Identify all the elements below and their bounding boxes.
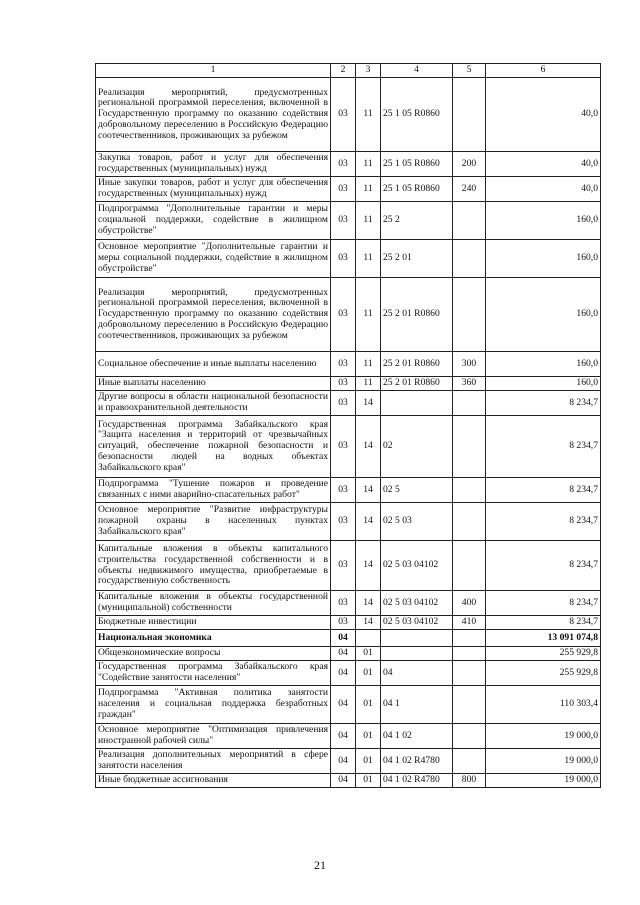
row-amount: 8 234,7 xyxy=(486,478,601,503)
row-expense-type: 300 xyxy=(453,352,486,377)
row-name: Национальная экономика xyxy=(96,630,331,647)
row-subsection: 14 xyxy=(356,478,381,503)
row-name: Другие вопросы в области национальной безопасности и правоохранительной деятельности xyxy=(96,391,331,416)
table-row xyxy=(96,686,601,724)
row-target-article: 25 2 01 R0860 xyxy=(381,278,453,352)
row-expense-type xyxy=(453,478,486,503)
row-name: Основное мероприятие "Дополнительные гарантии и меры социальной поддержки, содействие в жилищном обустройстве" xyxy=(96,240,331,278)
row-subsection: 14 xyxy=(356,591,381,616)
header-col-2: 2 xyxy=(331,64,356,78)
row-expense-type xyxy=(453,541,486,591)
row-section: 03 xyxy=(331,202,356,240)
budget-table xyxy=(95,63,601,788)
row-expense-type xyxy=(453,78,486,152)
header-col-6: 6 xyxy=(486,64,601,78)
row-name: Основное мероприятие "Оптимизация привлечения иностранной рабочей силы" xyxy=(96,724,331,749)
table-row xyxy=(96,152,601,177)
table-row xyxy=(96,749,601,774)
row-expense-type xyxy=(453,749,486,774)
row-subsection: 01 xyxy=(356,686,381,724)
row-target-article: 25 2 01 xyxy=(381,240,453,278)
row-amount: 160,0 xyxy=(486,377,601,391)
row-target-article xyxy=(381,630,453,647)
row-amount: 160,0 xyxy=(486,352,601,377)
row-section: 03 xyxy=(331,503,356,541)
header-row xyxy=(96,64,601,78)
header-col-5: 5 xyxy=(453,64,486,78)
header-col-4: 4 xyxy=(381,64,453,78)
table-row xyxy=(96,647,601,661)
row-section: 03 xyxy=(331,78,356,152)
row-name: Реализация дополнительных мероприятий в сфере занятости населения xyxy=(96,749,331,774)
row-section: 04 xyxy=(331,661,356,686)
table-row xyxy=(96,478,601,503)
row-section: 04 xyxy=(331,686,356,724)
row-amount: 255 929,8 xyxy=(486,647,601,661)
row-expense-type xyxy=(453,240,486,278)
row-expense-type xyxy=(453,278,486,352)
row-expense-type: 200 xyxy=(453,152,486,177)
row-amount: 160,0 xyxy=(486,240,601,278)
row-amount: 160,0 xyxy=(486,278,601,352)
row-section: 03 xyxy=(331,591,356,616)
row-name: Иные закупки товаров, работ и услуг для обеспечения государственных (муниципальных) нужд xyxy=(96,177,331,202)
row-expense-type xyxy=(453,391,486,416)
row-amount: 8 234,7 xyxy=(486,616,601,630)
table-row xyxy=(96,616,601,630)
row-section: 04 xyxy=(331,724,356,749)
row-name: Иные бюджетные ассигнования xyxy=(96,774,331,788)
row-amount: 8 234,7 xyxy=(486,541,601,591)
row-expense-type: 410 xyxy=(453,616,486,630)
header-col-3: 3 xyxy=(356,64,381,78)
row-amount: 40,0 xyxy=(486,177,601,202)
row-subsection: 01 xyxy=(356,647,381,661)
table-row xyxy=(96,724,601,749)
row-target-article: 02 5 03 04102 xyxy=(381,541,453,591)
row-subsection: 14 xyxy=(356,503,381,541)
row-subsection xyxy=(356,630,381,647)
row-name: Социальное обеспечение и иные выплаты населению xyxy=(96,352,331,377)
row-section: 03 xyxy=(331,478,356,503)
row-name: Подпрограмма "Тушение пожаров и проведение связанных с ними аварийно-спасательных работ" xyxy=(96,478,331,503)
row-name: Реализация мероприятий, предусмотренных региональной программой переселения, включенной в Государственную программу по оказанию содействия добровольному переселению в Российскую Федерацию соотечественников, проживающих за рубежом xyxy=(96,78,331,152)
row-amount: 19 000,0 xyxy=(486,774,601,788)
row-amount: 13 091 074,8 xyxy=(486,630,601,647)
row-amount: 110 303,4 xyxy=(486,686,601,724)
row-target-article xyxy=(381,647,453,661)
row-subsection: 11 xyxy=(356,152,381,177)
row-expense-type: 360 xyxy=(453,377,486,391)
page-number: 21 xyxy=(314,858,326,872)
row-subsection: 11 xyxy=(356,352,381,377)
row-amount: 8 234,7 xyxy=(486,416,601,478)
table-row xyxy=(96,661,601,686)
row-section: 04 xyxy=(331,774,356,788)
row-subsection: 14 xyxy=(356,391,381,416)
row-subsection: 11 xyxy=(356,177,381,202)
row-subsection: 01 xyxy=(356,724,381,749)
table-row xyxy=(96,503,601,541)
row-section: 03 xyxy=(331,352,356,377)
row-expense-type xyxy=(453,503,486,541)
table-row xyxy=(96,416,601,478)
row-amount: 8 234,7 xyxy=(486,503,601,541)
row-expense-type xyxy=(453,630,486,647)
row-amount: 255 929,8 xyxy=(486,661,601,686)
row-section: 03 xyxy=(331,152,356,177)
table-row xyxy=(96,177,601,202)
table-row xyxy=(96,541,601,591)
row-target-article: 25 2 01 R0860 xyxy=(381,377,453,391)
row-expense-type xyxy=(453,416,486,478)
row-name: Основное мероприятие "Развитие инфраструктуры пожарной охраны в населенных пунктах Забайкальского края" xyxy=(96,503,331,541)
row-section: 03 xyxy=(331,177,356,202)
row-target-article: 02 5 03 04102 xyxy=(381,591,453,616)
row-subsection: 01 xyxy=(356,749,381,774)
row-amount: 8 234,7 xyxy=(486,591,601,616)
header-col-1: 1 xyxy=(96,64,331,78)
row-target-article: 25 2 xyxy=(381,202,453,240)
row-expense-type xyxy=(453,686,486,724)
row-amount: 19 000,0 xyxy=(486,724,601,749)
row-subsection: 14 xyxy=(356,616,381,630)
row-name: Капитальные вложения в объекты государственной (муниципальной) собственности xyxy=(96,591,331,616)
row-section: 03 xyxy=(331,377,356,391)
row-target-article: 02 5 xyxy=(381,478,453,503)
row-amount: 160,0 xyxy=(486,202,601,240)
row-subsection: 11 xyxy=(356,202,381,240)
row-section: 04 xyxy=(331,749,356,774)
row-subsection: 14 xyxy=(356,541,381,591)
row-section: 03 xyxy=(331,391,356,416)
row-name: Закупка товаров, работ и услуг для обеспечения государственных (муниципальных) нужд xyxy=(96,152,331,177)
row-section: 03 xyxy=(331,240,356,278)
row-section: 04 xyxy=(331,630,356,647)
row-target-article: 04 1 xyxy=(381,686,453,724)
row-target-article: 25 1 05 R0860 xyxy=(381,177,453,202)
row-amount: 40,0 xyxy=(486,78,601,152)
row-name: Реализация мероприятий, предусмотренных региональной программой переселения, включенной в Государственную программу по оказанию содействия добровольному переселению в Российскую Федерацию соотечественников, проживающих за рубежом xyxy=(96,278,331,352)
row-expense-type: 400 xyxy=(453,591,486,616)
row-name: Общеэкономические вопросы xyxy=(96,647,331,661)
row-subsection: 11 xyxy=(356,78,381,152)
row-amount: 8 234,7 xyxy=(486,391,601,416)
row-name: Подпрограмма "Активная политика занятости населения и социальная поддержка безработных граждан" xyxy=(96,686,331,724)
row-name: Государственная программа Забайкальского края "Защита населения и территорий от чрезвычайных ситуаций, обеспечение пожарной безопасности и безопасности людей на водных объектах Забайкальского края" xyxy=(96,416,331,478)
row-target-article: 25 2 01 R0860 xyxy=(381,352,453,377)
table-row xyxy=(96,202,601,240)
table-row xyxy=(96,78,601,152)
row-section: 03 xyxy=(331,541,356,591)
row-section: 04 xyxy=(331,647,356,661)
table-row xyxy=(96,591,601,616)
row-expense-type xyxy=(453,647,486,661)
row-expense-type xyxy=(453,202,486,240)
table-row xyxy=(96,774,601,788)
row-name: Иные выплаты населению xyxy=(96,377,331,391)
row-target-article: 04 1 02 R4780 xyxy=(381,774,453,788)
row-subsection: 01 xyxy=(356,661,381,686)
row-name: Государственная программа Забайкальского края "Содействие занятости населения" xyxy=(96,661,331,686)
row-section: 03 xyxy=(331,416,356,478)
table-row xyxy=(96,352,601,377)
row-subsection: 14 xyxy=(356,416,381,478)
table-row xyxy=(96,240,601,278)
row-expense-type xyxy=(453,724,486,749)
row-target-article: 04 xyxy=(381,661,453,686)
row-name: Капитальные вложения в объекты капитального строительства государственной собственности и в объекты недвижимого имущества, приобретаемые в государственную собственность xyxy=(96,541,331,591)
table-row xyxy=(96,630,601,647)
row-section: 03 xyxy=(331,616,356,630)
row-amount: 19 000,0 xyxy=(486,749,601,774)
row-subsection: 01 xyxy=(356,774,381,788)
row-expense-type xyxy=(453,661,486,686)
row-name: Подпрограмма "Дополнительные гарантии и меры социальной поддержки, содействие в жилищном обустройстве" xyxy=(96,202,331,240)
row-target-article: 25 1 05 R0860 xyxy=(381,152,453,177)
row-amount: 40,0 xyxy=(486,152,601,177)
row-subsection: 11 xyxy=(356,377,381,391)
row-target-article xyxy=(381,391,453,416)
row-subsection: 11 xyxy=(356,278,381,352)
row-target-article: 02 xyxy=(381,416,453,478)
row-target-article: 25 1 05 R0860 xyxy=(381,78,453,152)
row-target-article: 04 1 02 R4780 xyxy=(381,749,453,774)
table-row xyxy=(96,377,601,391)
table-row xyxy=(96,278,601,352)
row-name: Бюджетные инвестиции xyxy=(96,616,331,630)
row-target-article: 02 5 03 xyxy=(381,503,453,541)
row-expense-type: 800 xyxy=(453,774,486,788)
row-subsection: 11 xyxy=(356,240,381,278)
table-body xyxy=(96,78,601,788)
row-target-article: 04 1 02 xyxy=(381,724,453,749)
row-section: 03 xyxy=(331,278,356,352)
row-expense-type: 240 xyxy=(453,177,486,202)
row-target-article: 02 5 03 04102 xyxy=(381,616,453,630)
table-row xyxy=(96,391,601,416)
